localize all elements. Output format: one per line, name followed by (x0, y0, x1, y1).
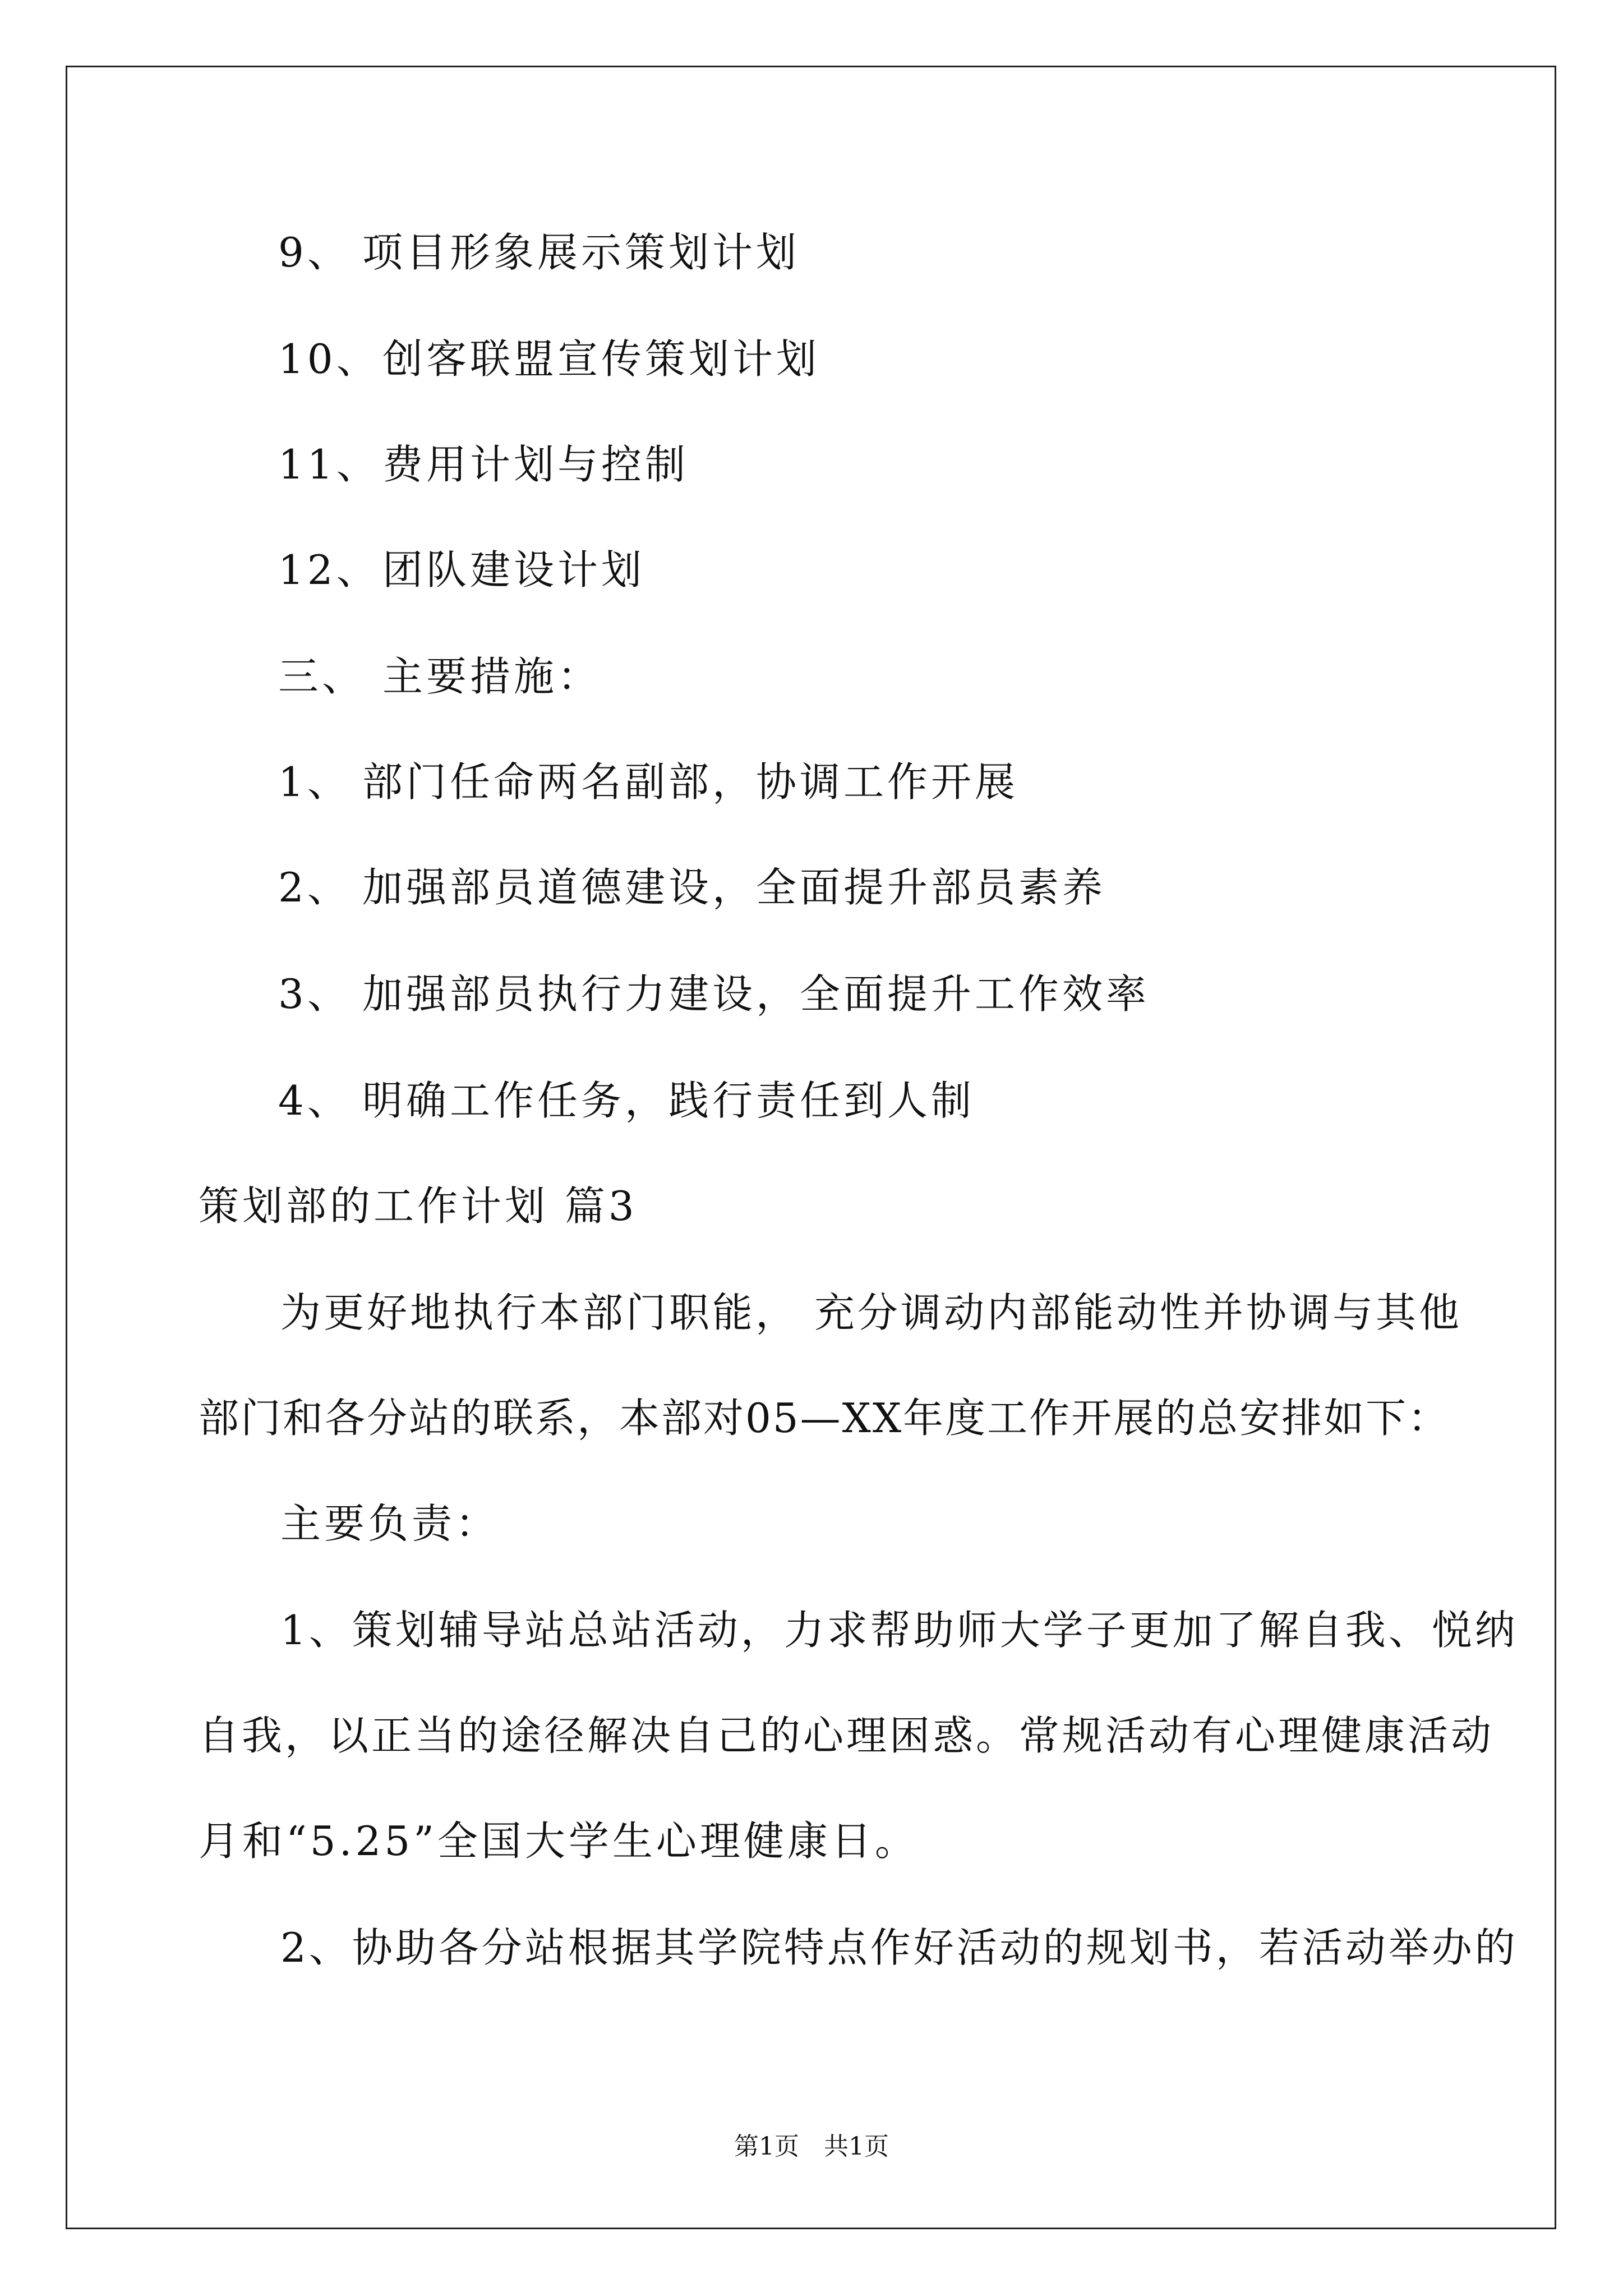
list-item (278, 970, 1150, 1018)
list-number: 4、 (278, 1077, 351, 1124)
list-number: 三、 (278, 653, 366, 700)
list-item (278, 1077, 975, 1124)
list-text: 加强部员道德建设，全面提升部员素养 (362, 864, 1106, 911)
list-number: 10、 (278, 335, 380, 383)
list-number: 12、 (278, 546, 380, 593)
list-item (278, 229, 800, 276)
page-border (66, 66, 1556, 2229)
list-text: 项目形象展示策划计划 (362, 229, 800, 276)
paragraph-line: 1、策划辅导站总站活动，力求帮助师大学子更加了解自我、悦纳 (280, 1607, 1518, 1654)
list-item (278, 653, 602, 700)
list-text: 明确工作任务，践行责任到人制 (362, 1077, 975, 1124)
list-number: 11、 (278, 441, 380, 488)
paragraph-line: 自我，以正当的途径解决自己的心理困惑。常规活动有心理健康活动 (199, 1712, 1495, 1759)
list-text: 创客联盟宣传策划计划 (382, 335, 820, 383)
list-text: 团队建设计划 (382, 546, 645, 593)
page-footer: 第1页 共1页 (734, 2132, 889, 2161)
list-text: 加强部员执行力建设，全面提升工作效率 (362, 970, 1150, 1018)
paragraph-line: 主要负责： (280, 1500, 500, 1547)
list-text: 部门任命两名副部，协调工作开展 (362, 758, 1019, 806)
list-item (278, 441, 689, 488)
list-item (278, 335, 820, 383)
paragraph-line: 为更好地执行本部门职能， 充分调动内部能动性并协调与其他 (280, 1289, 1462, 1336)
list-item (278, 546, 645, 593)
list-number: 2、 (278, 864, 351, 911)
list-number: 1、 (278, 758, 351, 806)
paragraph-line: 月和“5.25”全国大学生心理健康日。 (199, 1818, 919, 1865)
list-item (278, 758, 1019, 806)
section-title: 策划部的工作计划 篇3 (199, 1182, 638, 1230)
paragraph-line: 2、协助各分站根据其学院特点作好活动的规划书，若活动举办的 (280, 1924, 1518, 1971)
paragraph-line: 部门和各分站的联系，本部对05—XX年度工作开展的总安排如下： (199, 1395, 1450, 1442)
list-item (278, 864, 1106, 911)
list-number: 3、 (278, 970, 351, 1018)
list-text: 主要措施： (382, 653, 602, 700)
list-text: 费用计划与控制 (382, 441, 689, 488)
list-number: 9、 (278, 229, 351, 276)
